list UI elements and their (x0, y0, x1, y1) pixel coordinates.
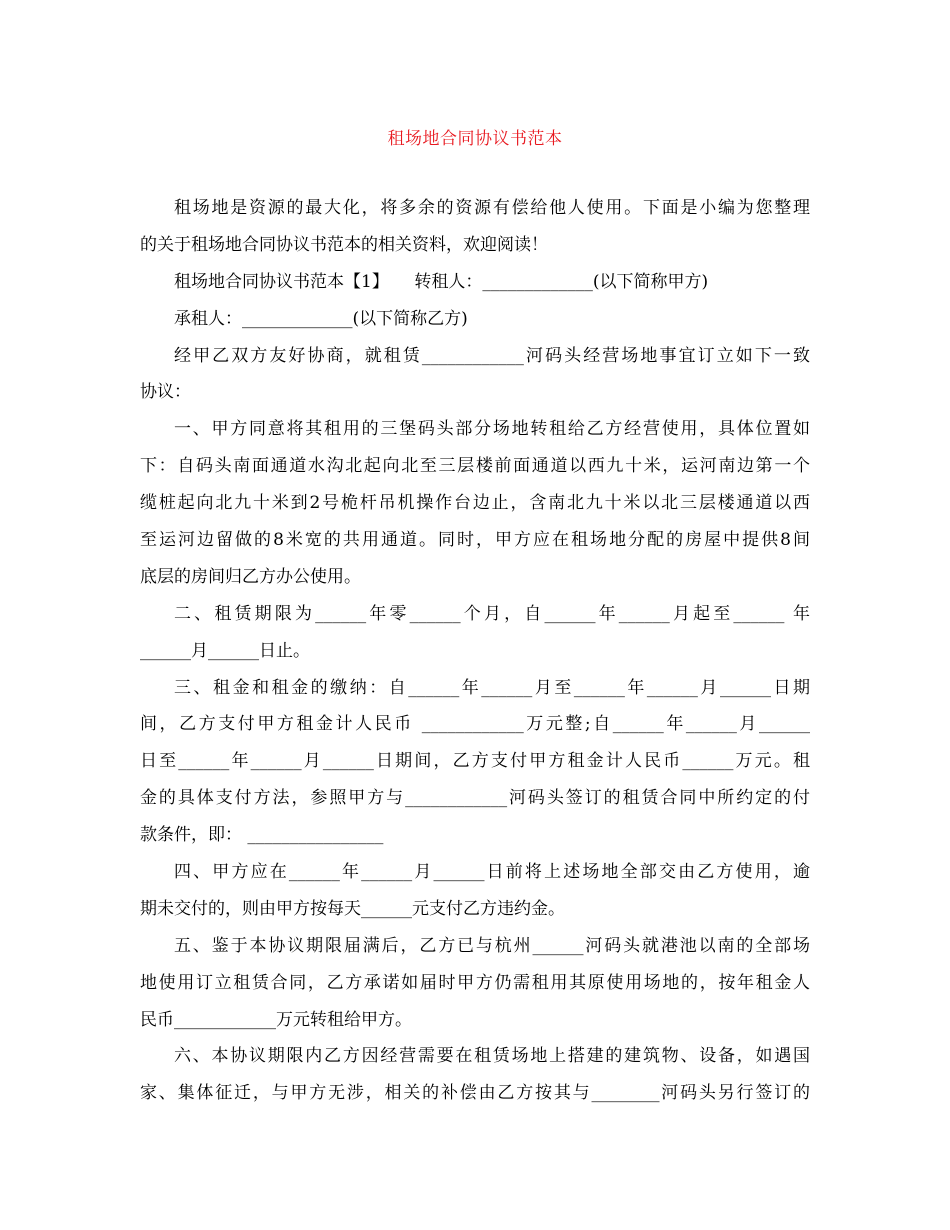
paragraph-line: 六、本协议期限内乙方因经营需要在租赁场地上搭建的建筑物、设备，如遇国 (174, 1046, 810, 1067)
paragraph-line: 期未交付的，则由甲方按每天______元支付乙方违约金。 (140, 898, 565, 919)
paragraph-line: 承租人：_____________(以下简称乙方) (174, 308, 468, 329)
paragraph-line: 租场地合同协议书范本【1】 转租人：_____________(以下简称甲方) (174, 271, 709, 292)
paragraph-line: 款条件，即： ________________ (140, 825, 384, 846)
paragraph-line: 金的具体支付方法，参照甲方与____________河码头签订的租赁合同中所约定的付 (140, 788, 810, 809)
paragraph-line: 二、租赁期限为______年零______个月，自______年______月起至______ 年 (174, 603, 810, 624)
paragraph-line: 家、集体征迁，与甲方无涉，相关的补偿由乙方按其与________河码头另行签订的 (140, 1083, 810, 1104)
paragraph-line: ______月______日止。 (140, 640, 310, 661)
document-title: 租场地合同协议书范本 (387, 129, 563, 149)
paragraph-line: 四、甲方应在______年______月______日前将上述场地全部交由乙方使用，逾 (174, 862, 810, 883)
paragraph-line: 三、租金和租金的缴纳：自______年______月至______年______月______日期 (174, 677, 810, 698)
paragraph-line: 协议： (140, 382, 191, 403)
document-body (140, 190, 810, 1112)
paragraph-line: 缆桩起向北九十米到2号桅杆吊机操作台边止，含南北九十米以北三层楼通道以西 (140, 493, 810, 514)
paragraph-line: 的关于租场地合同协议书范本的相关资料，欢迎阅读！ (140, 234, 548, 255)
paragraph-line: 经甲乙双方友好协商，就租赁____________河码头经营场地事宜订立如下一致 (174, 345, 810, 366)
paragraph-line: 地使用订立租赁合同，乙方承诺如届时甲方仍需租用其原使用场地的，按年租金人 (140, 972, 810, 993)
paragraph-line: 至运河边留做的8米宽的共用通道。同时，甲方应在租场地分配的房屋中提供8间 (140, 530, 810, 551)
paragraph-line: 日至______年______月______日期间，乙方支付甲方租金计人民币______万元。租 (140, 751, 810, 772)
paragraph-line: 底层的房间归乙方办公使用。 (140, 566, 361, 587)
paragraph-line: 一、甲方同意将其租用的三堡码头部分场地转租给乙方经营使用，具体位置如 (174, 419, 810, 440)
paragraph-line: 间，乙方支付甲方租金计人民币 ____________万元整;自______年______月______ (140, 714, 810, 735)
paragraph-line: 五、鉴于本协议期限届满后，乙方已与杭州______河码头就港池以南的全部场 (174, 935, 810, 956)
paragraph-line: 租场地是资源的最大化，将多余的资源有偿给他人使用。下面是小编为您整理 (174, 198, 810, 218)
paragraph-line: 民币____________万元转租给甲方。 (140, 1009, 412, 1030)
paragraph-line: 下：自码头南面通道水沟北起向北至三层楼前面通道以西九十米，运河南边第一个 (140, 456, 810, 477)
